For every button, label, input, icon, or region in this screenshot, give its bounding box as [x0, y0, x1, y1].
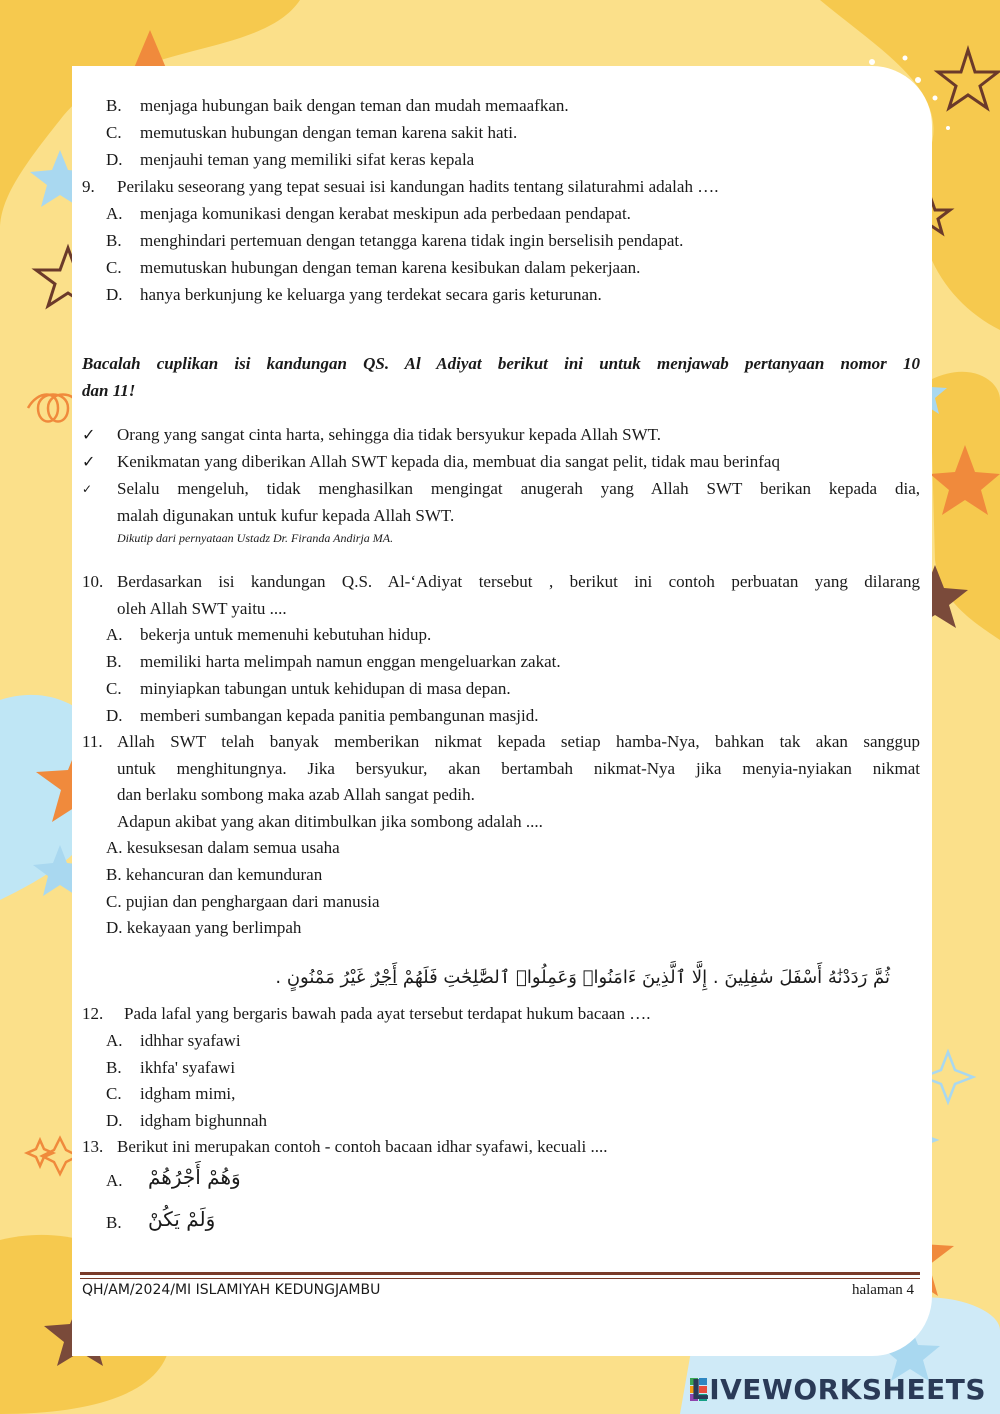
option-letter: D. [106, 1111, 123, 1130]
page-number: halaman 4 [851, 1282, 914, 1298]
option-letter: B. [106, 1058, 122, 1077]
question-11 [82, 731, 920, 753]
bullet-text: Selalu mengeluh, tidak menghasilkan mengingat anugerah yang Allah SWT berikan kepada dia, [117, 479, 920, 498]
question-number: 11. [82, 732, 103, 751]
option-letter: A. [106, 625, 123, 644]
reading-instruction: Bacalah cuplikan isi kandungan QS. Al Adiyat berikut ini untuk menjawab pertanyaan nomor 10 [82, 354, 920, 373]
question-number: 13. [82, 1137, 104, 1156]
question-text: Allah SWT telah banyak memberikan nikmat kepada setiap hamba-Nya, bahkan tak akan sanggup [117, 732, 920, 751]
question-10 [82, 571, 920, 593]
q11-option-d: D. kekayaan yang berlimpah [106, 918, 302, 937]
option-letter: D. [106, 285, 123, 304]
option-text: memutuskan hubungan dengan teman karena sakit hati. [140, 123, 518, 142]
verse-underlined-word: أَجْرٌ [371, 967, 398, 988]
quran-verse [275, 967, 890, 989]
option-text: menjaga hubungan baik dengan teman dan mudah memaafkan. [140, 96, 569, 115]
option-letter: D. [106, 706, 123, 725]
option-text: idgham mimi, [140, 1084, 236, 1103]
question-text-cont: dan berlaku sombong maka azab Allah sangat pedih. [117, 785, 475, 804]
question-text: Berdasarkan isi kandungan Q.S. Al-‘Adiyat tersebut , berikut ini contoh perbuatan yang dilarang [117, 572, 920, 591]
option-letter: A. [106, 1031, 123, 1050]
option-letter: C. [106, 679, 122, 698]
option-letter: B. [106, 1213, 122, 1232]
option-letter: B. [106, 231, 122, 250]
option-arabic: وَلَمْ يَكُنْ [148, 1207, 216, 1231]
option-letter: B. [106, 652, 122, 671]
question-number: 12. [82, 1004, 104, 1023]
option-letter: A. [106, 1171, 123, 1190]
option-text: menghindari pertemuan dengan tetangga karena tidak ingin berselisih pendapat. [140, 231, 684, 250]
q11-option-b: B. kehancuran dan kemunduran [106, 865, 323, 884]
option-letter: C. [106, 123, 122, 142]
liveworksheets-brand[interactable]: LIVEWORKSHEETS [690, 1373, 986, 1406]
question-text-cont: untuk menghitungnya. Jika bersyukur, akan bertambah nikmat-Nya jika menyia-nyiakan nikmat [117, 759, 920, 778]
bullet-text-cont: malah digunakan untuk kufur kepada Allah SWT. [117, 506, 455, 525]
option-text: hanya berkunjung ke keluarga yang terdekat secara garis keturunan. [140, 285, 602, 304]
option-letter: B. [106, 96, 122, 115]
question-text-cont: Adapun akibat yang akan ditimbulkan jika sombong adalah .... [117, 812, 543, 831]
check-icon: ✓ [82, 425, 96, 444]
option-text: memutuskan hubungan dengan teman karena kesibukan dalam pekerjaan. [140, 258, 641, 277]
bullet-text: Orang yang sangat cinta harta, sehingga dia tidak bersyukur kepada Allah SWT. [117, 425, 661, 444]
verse-text: ثُمَّ رَدَدْنَٰهُ أَسْفَلَ سَٰفِلِينَ . إِلَّا ٱلَّذِينَ ءَامَنُوا۟ وَعَمِلُوا۟ ٱلصَّٰلِحَٰتِ فَلَهُمْ [397, 967, 890, 988]
option-letter: C. [106, 1084, 122, 1103]
option-text: bekerja untuk memenuhi kebutuhan hidup. [140, 625, 432, 644]
question-9 [82, 176, 719, 198]
bullet-text: Kenikmatan yang diberikan Allah SWT kepada dia, membuat dia sangat pelit, tidak mau berinfaq [117, 452, 780, 471]
q11-option-a: A. kesuksesan dalam semua usaha [106, 838, 340, 857]
option-letter: D. [106, 150, 123, 169]
option-letter: C. [106, 258, 122, 277]
q11-option-c: C. pujian dan penghargaan dari manusia [106, 892, 380, 911]
option-text: minyiapkan tabungan untuk kehidupan di masa depan. [140, 679, 511, 698]
reading-instruction-cont: dan 11! [82, 381, 136, 400]
option-text: memberi sumbangan kepada panitia pembangunan masjid. [140, 706, 539, 725]
question-13 [82, 1136, 608, 1158]
question-text: Berikut ini merupakan contoh - contoh bacaan idhar syafawi, kecuali .... [117, 1137, 608, 1156]
check-icon: ✓ [82, 452, 96, 471]
option-arabic: وَهُمْ أَجْرُهُمْ [148, 1165, 241, 1189]
footer-code: QH/AM/2024/MI ISLAMIYAH KEDUNGJAMBU [82, 1282, 381, 1298]
check-icon: ✓ [82, 482, 93, 496]
footer-divider-thin [80, 1278, 920, 1279]
question-text: Pada lafal yang bergaris bawah pada ayat tersebut terdapat hukum bacaan …. [124, 1004, 651, 1023]
option-text: memiliki harta melimpah namun enggan mengeluarkan zakat. [140, 652, 561, 671]
question-12 [82, 1003, 651, 1025]
option-text: ikhfa' syafawi [140, 1058, 236, 1077]
option-text: menjauhi teman yang memiliki sifat keras kepala [140, 150, 475, 169]
question-number: 10. [82, 572, 104, 591]
question-number: 9. [82, 177, 95, 196]
source-note: Dikutip dari pernyataan Ustadz Dr. Firanda Andirja MA. [117, 531, 394, 545]
footer-divider [80, 1272, 920, 1275]
question-text: Perilaku seseorang yang tepat sesuai isi kandungan hadits tentang silaturahmi adalah …. [117, 177, 719, 196]
option-text: idhhar syafawi [140, 1031, 241, 1050]
option-text: idgham bighunnah [140, 1111, 268, 1130]
verse-text-end: غَيْرُ مَمْنُونٍ . [275, 967, 372, 988]
option-letter: A. [106, 204, 123, 223]
option-text: menjaga komunikasi dengan kerabat meskipun ada perbedaan pendapat. [140, 204, 631, 223]
question-text-cont: oleh Allah SWT yaitu .... [117, 599, 287, 618]
